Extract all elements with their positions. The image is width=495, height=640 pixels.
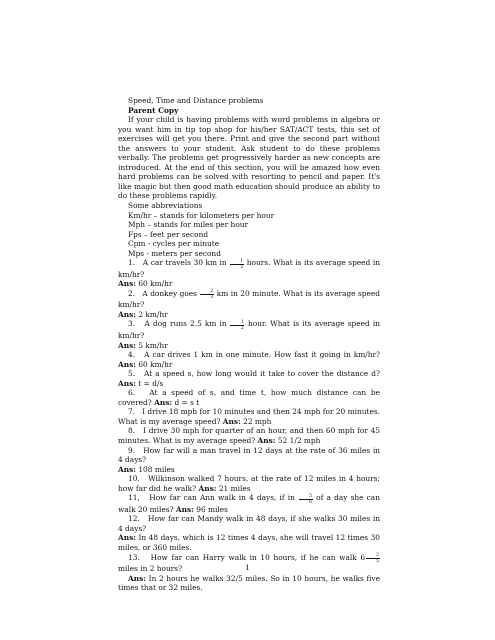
problem-3: [118, 319, 380, 340]
problem-number: 2.: [128, 288, 136, 298]
answer-label: Ans:: [128, 573, 146, 583]
answer-text: 21 miles: [218, 483, 251, 493]
answer-text: In 48 days, which is 12 times 4 days, she will travel 12 times 30 miles, or 360 miles.: [118, 533, 380, 552]
answer-label: Ans:: [198, 483, 217, 493]
answer-label: Ans:: [222, 416, 241, 426]
answer-label: Ans:: [154, 397, 173, 407]
problem-text: How far can Harry walk in 10 hours, if he can walk: [150, 552, 357, 562]
problem-number: 6.: [128, 388, 136, 398]
problem-7: [118, 407, 380, 426]
abbrev-item: Mps - meters per second: [128, 248, 221, 258]
problem-number: 11,: [128, 493, 140, 503]
fraction: $\frac{1}{2}$: [230, 320, 244, 331]
problem-4: [118, 350, 380, 369]
problem-number: 7.: [128, 407, 136, 417]
fraction: $\frac{5}{6}$: [299, 494, 313, 505]
problem-text: I drive 18 mph for 10 minutes and then 24 mph for 20 minutes. What is my average speed?: [118, 407, 380, 426]
problem-text: of a day she can walk 20 miles?: [118, 493, 380, 514]
answer-text: 52 1/2 mph: [277, 436, 321, 445]
abbrev-item: Km/hr – stands for kilometers per hour: [128, 210, 275, 220]
answer-label: Ans:: [175, 504, 194, 514]
abbrev-item: Mph – stands for miles per hour: [128, 220, 249, 230]
problem-6: [118, 388, 380, 407]
answer-text: 22 mph: [243, 416, 272, 426]
doc-subtitle: Parent Copy: [128, 105, 179, 115]
problem-number: 1.: [128, 258, 136, 268]
problem-text: How far can Mandy walk in 48 days, if she walks 30 miles in 4 days?: [118, 514, 380, 533]
problem-text: I drive 30 mph for quarter of an hour, and then 60 mph for 45 minutes. What is my average speed?: [118, 426, 380, 445]
answer-text: 60 km/hr: [138, 359, 173, 369]
answer-13: [118, 574, 380, 593]
fraction: $\frac{2}{5}$: [366, 553, 380, 564]
answer-label: Ans:: [118, 533, 136, 543]
problem-number: 12.: [128, 514, 140, 524]
answer-text: 96 miles: [196, 504, 228, 514]
problem-2: [118, 289, 380, 310]
doc-title: Speed, Time and Distance problems: [128, 96, 264, 105]
answer-3: [118, 341, 380, 351]
problem-text: How far will a man travel in 12 days at the rate of 36 miles in 4 days?: [118, 445, 380, 465]
answer-text: 108 miles: [138, 464, 175, 474]
answer-label: Ans:: [118, 378, 136, 388]
abbrev-item: Fps – feet per second: [128, 229, 209, 239]
problem-number: 8.: [128, 426, 136, 436]
problem-text: A car travels 30 km in: [142, 258, 227, 268]
answer-label: Ans:: [118, 279, 136, 289]
problem-number: 3.: [128, 319, 136, 329]
answer-text: 2 km/hr: [138, 309, 168, 319]
problem-text: At a speed of s, and time t, how much distance can be covered?: [118, 388, 380, 407]
problem-text: hours. What is its average speed in km/hr?: [118, 258, 380, 279]
abbrev-heading: Some abbreviations: [128, 201, 203, 211]
answer-label: Ans:: [118, 309, 136, 319]
fraction: $\frac{2}{3}$: [200, 289, 214, 300]
answer-label: Ans:: [118, 359, 136, 369]
problem-9: [118, 446, 380, 465]
problem-text: hour. What is its average speed in km/hr?: [118, 319, 380, 340]
problem-11: [118, 493, 380, 514]
fraction: $\frac{1}{2}$: [230, 259, 244, 270]
problem-number: 10.: [128, 474, 140, 484]
problem-number: 4.: [128, 350, 136, 360]
problem-5: [118, 369, 380, 388]
answer-label: Ans:: [257, 436, 276, 445]
answer-9: [118, 465, 380, 475]
answer-label: Ans:: [118, 464, 136, 474]
problem-1: [118, 258, 380, 279]
problem-text: Wilkinson walked 7 hours, at the rate of 12 miles in 4 hours; how far did he walk?: [118, 474, 380, 493]
answer-12: [118, 533, 380, 552]
page-number: 1: [245, 563, 250, 572]
abbrev-item: Cpm - cycles per minute: [128, 239, 220, 249]
problem-number: 13.: [128, 552, 140, 562]
answer-label: Ans:: [118, 340, 136, 350]
problem-number: 9.: [128, 445, 136, 455]
problem-text: A car drives 1 km in one minute. How fast it going in km/hr?: [144, 350, 380, 360]
answer-1: [118, 279, 380, 289]
problem-12: [118, 514, 380, 533]
answer-text: 60 km/hr: [138, 279, 173, 289]
problem-text: A dog runs 2.5 km in: [144, 319, 227, 329]
problem-8: [118, 426, 380, 445]
answer-text: d = s t: [174, 397, 200, 407]
answer-text: t = d/s: [138, 378, 164, 388]
problem-text: At a speed s, how long would it take to cover the distance d?: [144, 369, 380, 379]
intro-paragraph: If your child is having problems with word problems in algebra or you want him in tip top shop for his/her SAT/ACT tests, this set of exercises will get you there. Print and give the second part without the answers to your student. Ask student to do these problems verbally. The problems get progressively harder as new concepts are introduced. At the end of this section, you will be amazed how even hard problems can be solved with resorting to pencil and paper. It's like magic but then good math education should produce an ability to do these problems rapidly.: [118, 115, 380, 201]
problem-text: How far can Ann walk in 4 days, if in: [149, 493, 295, 503]
problem-number: 5.: [128, 369, 136, 379]
problem-text: miles in 2 hours?: [118, 564, 183, 574]
mixed-number-whole: 6: [360, 552, 366, 562]
problem-text: km in 20 minute. What is its average speed km/hr?: [118, 288, 380, 310]
problem-10: [118, 474, 380, 493]
answer-text: In 2 hours he walks 32/5 miles. So in 10 hours, he walks five times that or 32 miles.: [118, 573, 380, 593]
answer-text: 5 km/hr: [138, 340, 168, 350]
document-page: [118, 96, 380, 593]
problem-text: A donkey goes: [142, 288, 197, 298]
